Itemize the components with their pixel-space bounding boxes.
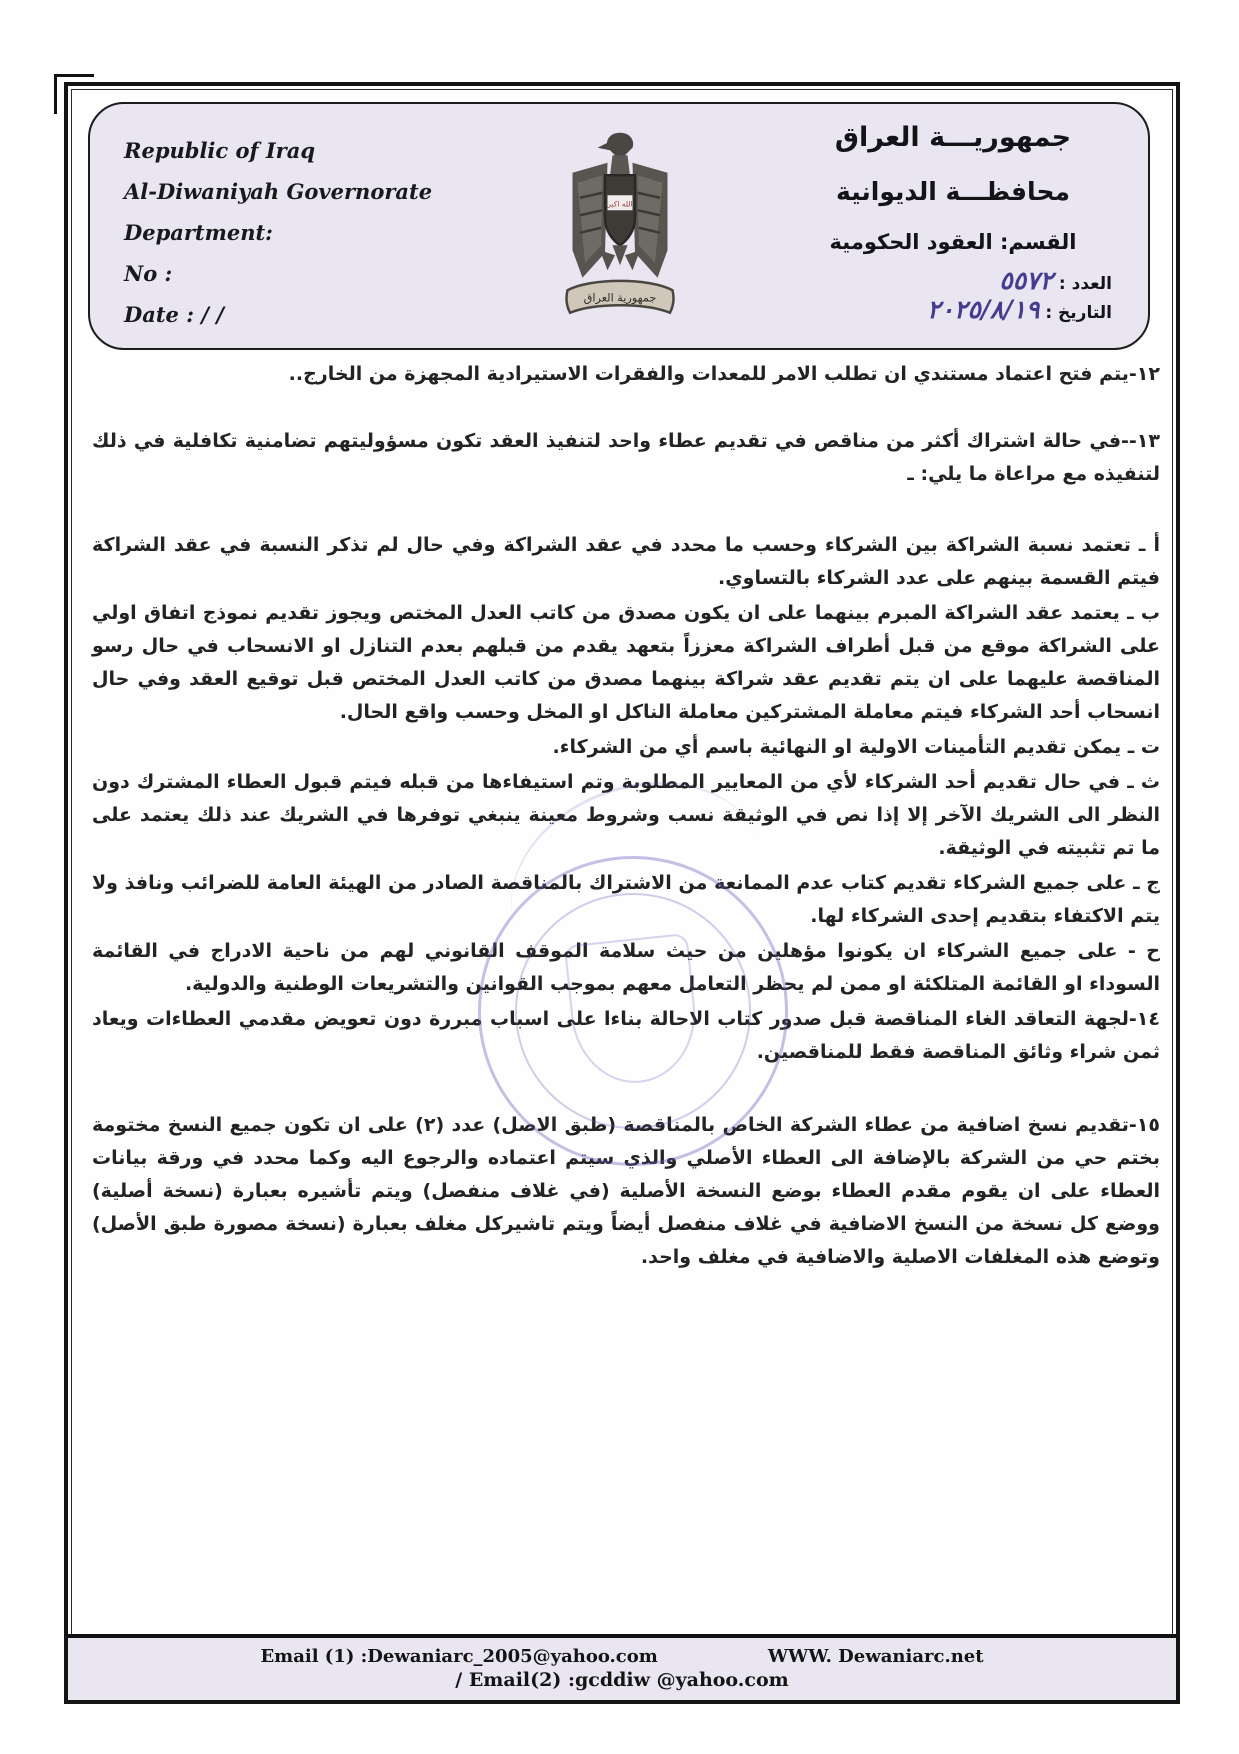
footer-contact-line2 — [68, 1669, 1176, 1691]
clause-13-th: ث ـ في حال تقديم أحد الشركاء لأي من المعايير المطلوبة وتم استيفاءها من قبله فيتم قبول العطاء المشترك دون النظر الى الشريك الآخر إلا إذا نص في الوثيقة نسب وشروط معينة ينبغي توفرها في الشريك عند ذلك يعتمد على ما تم تثبيته في الوثيقة. — [92, 771, 1160, 859]
svg-text:الله اكبر: الله اكبر — [607, 199, 633, 209]
clause-13-b: ب ـ يعتمد عقد الشراكة المبرم بينهما على ان يكون مصدق من كاتب العدل المختص ويجوز تقديم نموذج اتفاق اولي على الشراكة موقع من قبل أطراف الشراكة معززاً بتعهد يقدم من قبلهم بعدم التنازل او الانسحاب في حال رسو المناقصة عليهما على ان يتم تقديم عقد شراكة بينهما مصدق من كاتب العدل المختص قبل توقيع العقد وفي حال انسحاب أحد الشركاء فيتم معاملة المشتركين معاملة الناكل او المخل وحسب واقع الحال. — [92, 602, 1160, 723]
footer-website: WWW. Dewaniarc.net — [767, 1646, 984, 1667]
department-name-ar: القسم: العقود الحكومية — [829, 230, 1077, 254]
clause-14: ١٤-لجهة التعاقد الغاء المناقصة قبل صدور كتاب الاحالة بناءا على اسباب مبررة دون تعويض مقدمي العطاءات ويعاد ثمن شراء وثائق المناقصة فقط للمناقصين. — [92, 1008, 1160, 1063]
governorate-name-ar: محافظـــة الديوانية — [836, 177, 1070, 206]
footer — [68, 1634, 1176, 1700]
document-body-text — [92, 358, 1160, 1274]
clause-13: ١٣--في حالة اشتراك أكثر من مناقص في تقديم عطاء واحد لتنفيذ العقد تكون مسؤوليتهم تضامنية تكافلية في ذلك لتنفيذه مع مراعاة ما يلي: ـ — [92, 430, 1160, 485]
emblem-banner-text: جمهورية العراق — [583, 291, 657, 305]
letterhead-english-block — [124, 130, 432, 335]
document-date-line — [788, 297, 1118, 326]
iraq-coat-of-arms-icon — [520, 114, 720, 349]
document-date-handwritten: ٢٠٢٥/٨/١٩ — [927, 295, 1040, 324]
country-name-ar: جمهوريـــة العراق — [834, 122, 1072, 153]
date-label-en: Date : / / — [124, 302, 224, 327]
number-label-ar: العدد : — [1058, 274, 1112, 294]
document-frame — [64, 82, 1180, 1704]
clause-13-a: أ ـ تعتمد نسبة الشراكة بين الشركاء وحسب ما محدد في عقد الشراكة وفي حال لم تذكر النسبة في عقد الشراكة فيتم القسمة بينهم على عدد الشركاء بالتساوي. — [92, 534, 1160, 589]
letterhead-arabic-block — [788, 122, 1118, 326]
footer-email2: / Email(2) :gcddiw @yahoo.com — [455, 1669, 789, 1691]
footer-email1: Email (1) :Dewaniarc_2005@yahoo.com — [260, 1646, 658, 1667]
clause-13-j: ج ـ على جميع الشركاء تقديم كتاب عدم الممانعة من الاشتراك بالمناقصة الصادر من الهيئة العامة للضرائب ونافذ ولا يتم الاكتفاء بتقديم إحدى الشركاء لها. — [92, 872, 1160, 927]
letterhead — [88, 102, 1150, 350]
document-number-handwritten: ٥٥٧٢ — [999, 266, 1053, 295]
clause-12: ١٢-يتم فتح اعتماد مستندي ان تطلب الامر للمعدات والفقرات الاستيرادية المجهزة من الخارج.. — [288, 363, 1160, 385]
country-name-en: Republic of Iraq — [124, 138, 316, 163]
clause-13-t: ت ـ يمكن تقديم التأمينات الاولية او النهائية باسم أي من الشركاء. — [552, 736, 1160, 758]
governorate-name-en: Al-Diwaniyah Governorate — [124, 179, 433, 204]
clause-15: ١٥-تقديم نسخ اضافية من عطاء الشركة الخاص بالمناقصة (طبق الاصل) عدد (٢) على ان تكون جميع النسخ مختومة بختم حي من الشركة بالإضافة الى العطاء الأصلي والذي سيتم اعتماده والرجوع اليه وكما محدد في ورقة بيانات العطاء على ان يقوم مقدم العطاء بوضع النسخة الأصلية (في غلاف منفصل) ويتم تأشيره بعبارة (نسخة أصلية) ووضع كل نسخة من النسخ الاضافية في غلاف منفصل أيضاً ويتم تاشيركل مغلف بعبارة (نسخة مصورة طبق الأصل) وتوضع هذه المغلفات الاصلية والاضافية في مغلف واحد. — [92, 1114, 1160, 1268]
clause-13-h: ح - على جميع الشركاء ان يكونوا مؤهلين من حيث سلامة الموقف القانوني لهم من ناحية الادراج في القائمة السوداء او القائمة المتلكئة او ممن لم يحظر التعامل معهم بموجب القوانين والتشريعات الوطنية والدولية. — [92, 940, 1160, 995]
document-number-line — [788, 268, 1118, 297]
date-label-ar: التاريخ : — [1045, 303, 1112, 323]
number-label-en: No : — [124, 261, 173, 286]
department-label-en: Department: — [124, 220, 273, 245]
footer-contact-line1 — [68, 1646, 1176, 1667]
